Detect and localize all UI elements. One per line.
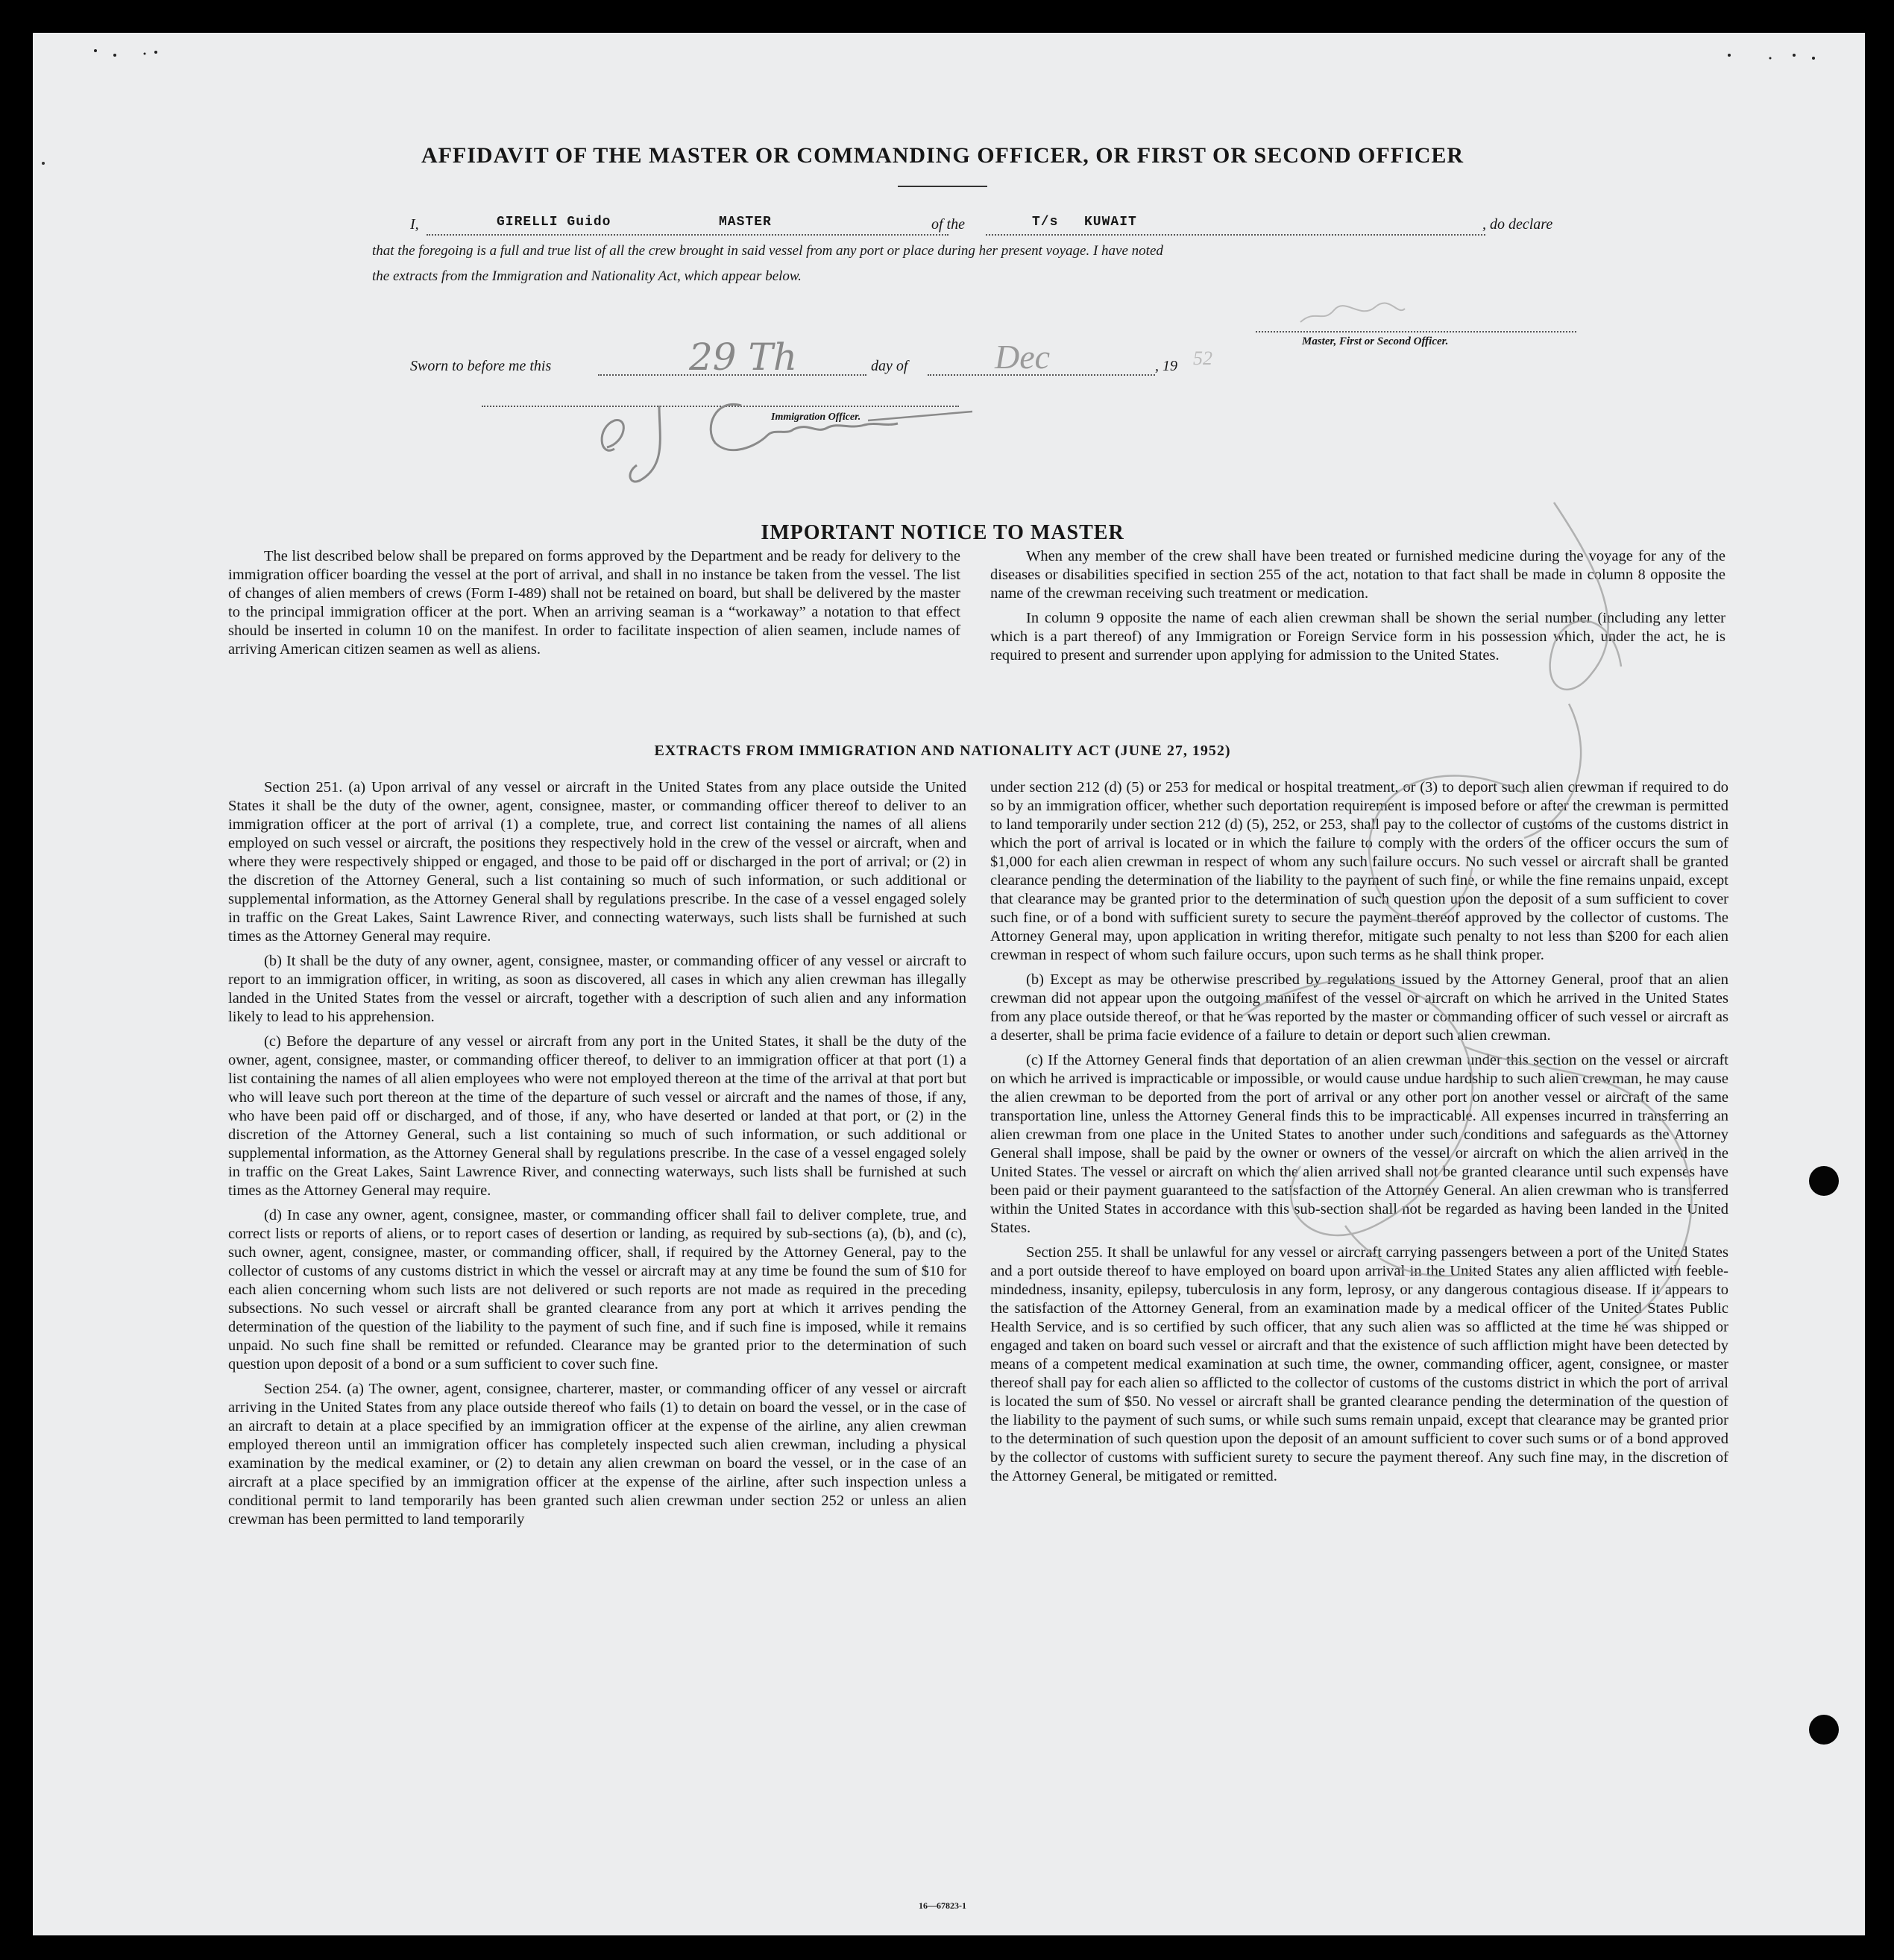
declaration-line-3: the extracts from the Immigration and Nationality Act, which appear below. <box>372 268 802 284</box>
section-254b: (b) Except as may be otherwise prescribed by regulations issued by the Attorney General, proof that an alien crewman did not appear upon the outgoing manifest of the vessel or aircraft on which he arrived in the United States from any place outside thereof, or that he was reported by the master or commanding officer of such vessel or aircraft as a deserter, shall be prima facie evidence of a failure to detain or deport such alien crewman. <box>990 971 1728 1044</box>
binder-hole-lower <box>1809 1715 1839 1745</box>
pencil-scribble <box>1151 480 1822 1449</box>
year-handwriting: 52 <box>1193 347 1212 369</box>
section-255: Section 255. It shall be unlawful for any vessel or aircraft carrying passengers between a port of the United States and a port outside thereof to have employed on board upon arrival in the United States any alien afflicted with feeble-mindedness, insanity, epilepsy, tuberculosis in any form, leprosy, or any dangerous contagious disease. If it appears to the satisfaction of the Attorney General, from an examination made by a medical officer of the United States Public Health Service, and is so certified by such officer, that any such alien was so afflicted at the time he was shipped or engaged and taken on board such vessel or aircraft and that the existence of such affliction might have been detected by means of a competent medical examination at such time, the owner, commanding officer, agent, consignee, or master thereof shall pay for each alien so afflicted to the collector of customs of the customs district in which the port of arrival is located the sum of $50. No vessel or aircraft shall be granted clearance pending the determination of the question of the liability to the payment of such sums, or while such sums remain unpaid, except that clearance may be granted prior to the determination of such question upon the deposit of an amount sufficient to cover such sums or of a bond approved by the collector of customs with sufficient surety to secure the payment thereof. Any such fine may, in the discretion of the Attorney General, be mitigated or remitted. <box>990 1244 1728 1484</box>
extracts-left-column <box>228 778 966 1535</box>
section-254a: Section 254. (a) The owner, agent, consignee, charterer, master, or commanding officer of any vessel or aircraft arriving in the United States from any place outside thereof who fails (1) to detain on board the vessel, or in the case of an aircraft to detain at a place specified by an immigration officer at the expense of the airline, any alien crewman employed thereon until an immigration officer has completely inspected such alien crewman, including a physical examination by the medical examiner, or (2) to detain any alien crewman on board the vessel, or in the case of an aircraft at a place specified by an immigration officer at the expense of the airline, after such inspection unless a conditional permit to land temporarily has been granted such alien crewman under section 252 or unless an alien crewman has been permitted to land temporarily <box>228 1381 966 1528</box>
officer-signature-label: Immigration Officer. <box>771 412 861 423</box>
scan-marks <box>33 33 1865 122</box>
typed-name: GIRELLI Guido <box>497 215 611 230</box>
declaration-line-2: that the foregoing is a full and true list of all the crew brought in said vessel from any port or place during her present voyage. I have noted <box>372 243 1163 259</box>
i-label: I, <box>410 216 419 233</box>
form-code: 16—67823-1 <box>919 1900 966 1911</box>
notice-right-paragraph-2: In column 9 opposite the name of each alien crewman shall be shown the serial number (including any letter which is a part thereof) of any Immigration or Foreign Service form in his possession which, under the act, he is required to present and surrender upon applying for admission to the United States. <box>990 610 1725 664</box>
day-of-label: day of <box>871 358 908 374</box>
section-251d: (d) In case any owner, agent, consignee, master, or commanding officer shall fail to deliver complete, true, and correct lists or reports of aliens, or to report cases of desertion or landing, as required by sub-sections (a), (b), and (c), such owner, agent, consignee, master, or commanding officer, shall, if required by the Attorney General, pay to the collector of customs of any customs district in which the vessel or aircraft may at any time be found the sum of $10 for each alien concerning whom such lists are not delivered or such reports are not made as required in the preceding subsections. No such vessel or aircraft shall be granted clearance from any port at which it arrives pending the determination of the question of the liability to the payment of such fine, and if such fine is imposed, while it remains unpaid. No such fine shall be remitted or refunded. Clearance may be granted prior to the determination of such question upon deposit of a bond or a sum sufficient to cover such fine. <box>228 1207 966 1373</box>
document-page <box>33 33 1865 1935</box>
section-254a-continued: under section 212 (d) (5) or 253 for medical or hospital treatment, or (3) to deport such alien crewman if required to do so by an immigration officer, whether such deportation requirement is imposed before or after the crewman is permitted to land temporarily under section 212 (d) (5), 252, or 253, shall pay to the collector of customs of the customs district in which the port of arrival is located or in which the failure to comply with the orders of the officer occurs the sum of $1,000 for each alien crewman in respect of whom any such failure occurs. No such vessel or aircraft shall be granted clearance pending the determination of the liability to the payment of such fine, or while the fine remains unpaid, except that clearance may be granted prior to the determination of such question upon the deposit of a sum sufficient to cover such fine, or of a bond with sufficient surety to secure the payment thereof approved by the collector of customs. The Attorney General may, upon application in writing therefor, mitigate such penalty to not less than $200 for each alien crewman in respect of whom such failure occurs, upon such terms as he shall think proper. <box>990 779 1728 963</box>
officer-signature <box>555 376 1002 488</box>
affidavit-title: AFFIDAVIT OF THE MASTER OR COMMANDING OFFICER, OR FIRST OR SECOND OFFICER <box>421 143 1464 168</box>
faint-master-signature <box>1293 294 1412 331</box>
extracts-title: EXTRACTS FROM IMMIGRATION AND NATIONALITY ACT (JUNE 27, 1952) <box>654 743 1231 759</box>
typed-rank: MASTER <box>719 215 772 230</box>
notice-left-column <box>228 547 960 665</box>
section-251c: (c) Before the departure of any vessel or aircraft from any port in the United States, it shall be the duty of the owner, agent, consignee, master, or commanding officer thereof, to deliver to an immigration officer at that port (1) a list containing the names of all alien employees who were not employed thereon at the time of the arrival at that port but who will leave such port thereon at the time of the departure of such vessel or aircraft and the names of those, if any, who have been paid off or discharged, and of those, if any, who have deserted or landed at that port, or (2) in the discretion of the Attorney General, such a list containing so much of such information, or such additional or supplemental information, as the Attorney General shall by regulations prescribe. In the case of a vessel engaged solely in traffic on the Great Lakes, Saint Lawrence River, and connecting waterways, such lists shall be furnished at such times as the Attorney General may require. <box>228 1033 966 1199</box>
title-rule <box>898 186 987 187</box>
sworn-month-handwriting: Dec <box>995 338 1051 376</box>
of-the-label: of the <box>931 216 965 233</box>
master-signature-label: Master, First or Second Officer. <box>1302 335 1449 347</box>
notice-right-paragraph-1: When any member of the crew shall have been treated or furnished medicine during the voyage for any of the diseases or disabilities specified in section 255 of the act, notation to that fact shall be made in column 8 opposite the name of the crewman receiving such treatment or medication. <box>990 548 1725 602</box>
section-254c: (c) If the Attorney General finds that deportation of an alien crewman under this section on the vessel or aircraft on which he arrived is impracticable or impossible, or would cause undue hardship to such alien crewman, he may cause the alien crewman to be deported from the port of arrival or any other port on another vessel or aircraft of the same transportation line, unless the Attorney General finds this to be impracticable. All expenses incurred in transferring an alien crewman from one place in the United States to another under such conditions and safeguards as the Attorney General shall impose, shall be paid by the owner or owners of the vessel or aircraft on which the alien arrived in the United States. The vessel or aircraft on which the alien arrived shall not be granted clearance until such expenses have been paid or their payment guaranteed to the satisfaction of the Attorney General. An alien crewman who is transferred within the United States in accordance with this sub-section shall not be regarded as having been landed in the United States. <box>990 1052 1728 1236</box>
binder-hole-upper <box>1809 1166 1839 1196</box>
do-declare-label: , do declare <box>1482 216 1553 233</box>
typed-vessel: KUWAIT <box>1084 215 1137 230</box>
notice-left-paragraph: The list described below shall be prepared on forms approved by the Department and be ready for delivery to the immigration officer boarding the vessel at the port of arrival, and shall in no instance be taken from the vessel. The list of changes of alien members of crews (Form I-489) shall not be retained on board, but shall be delivered by the master to the principal immigration officer at the port. When an arriving seaman is a “workaway” a notation to that effect should be inserted in column 10 on the manifest. In order to facilitate inspection of alien seamen, include names of arriving American citizen seamen as well as aliens. <box>228 548 960 658</box>
vessel-line <box>986 234 1485 236</box>
master-signature-line <box>1256 331 1576 333</box>
sworn-day-handwriting: 29 Th <box>689 335 798 379</box>
name-line <box>427 234 948 236</box>
sworn-label: Sworn to before me this <box>410 358 552 374</box>
notice-title: IMPORTANT NOTICE TO MASTER <box>761 521 1124 544</box>
section-251b: (b) It shall be the duty of any owner, agent, consignee, master, or commanding officer of any vessel or aircraft to report to an immigration officer, in writing, as soon as discovered, all cases in which any alien crewman has illegally landed in the United States from the vessel or aircraft, together with a description of such alien and any information likely to lead to his apprehension. <box>228 953 966 1025</box>
typed-vessel-prefix: T/s <box>1032 215 1059 230</box>
section-251a: Section 251. (a) Upon arrival of any vessel or aircraft in the United States from any place outside the United States it shall be the duty of the owner, agent, consignee, master, or commanding officer thereof to deliver to an immigration officer at the port of arrival (1) a complete, true, and correct list containing the names of all aliens employed on such vessel or aircraft, the positions they respectively hold in the crew of the vessel or aircraft, when and where they were respectively shipped or engaged, and those to be paid off or discharged in the port of arrival; or (2) in the discretion of the Attorney General, such a list containing so much of such information, or such additional or supplemental information, as the Attorney General shall by regulations prescribe. In the case of a vessel engaged solely in traffic on the Great Lakes, Saint Lawrence River, and connecting waterways, such lists shall be furnished at such times as the Attorney General may require. <box>228 779 966 945</box>
year-label: , 19 <box>1155 358 1177 374</box>
